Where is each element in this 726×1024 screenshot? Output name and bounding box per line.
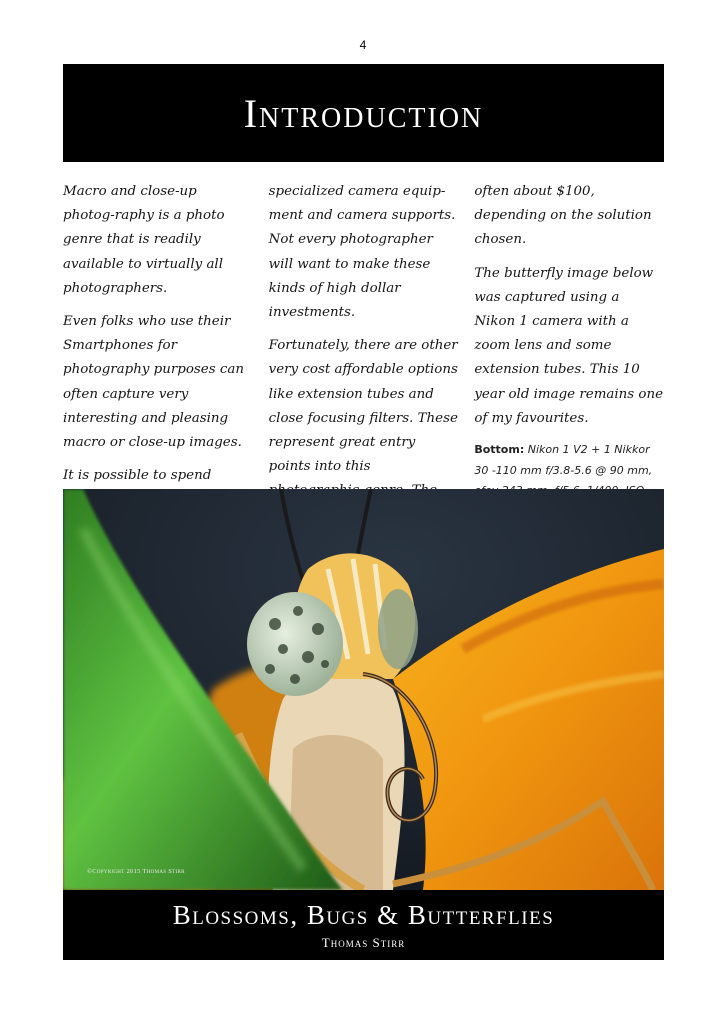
paragraph: specialized camera equip-ment and camera supports. Not every photographer will want to make these kinds of high dollar investments. [268,184,456,321]
paragraph: Fortunately, there are other very cost affordable options like extension tubes and close focusing filters. These represent great entry points into this [268,338,458,475]
paragraph: Even folks who use their Smartphones for photography purposes can often capture very interesting and pleasing macro or close-up images. [63,314,244,451]
column-2 [269,180,459,480]
paragraph: often about $100, depending on the solution chosen. [474,184,652,248]
author-name: Thomas Stirr [321,935,406,950]
page-title: Introduction [243,90,484,136]
copyright-mark: ©Copyright 2015 Thomas Stirr [87,868,185,875]
footer-banner [63,890,664,960]
paragraph: The butterfly image below was captured using a Nikon 1 camera with a zoom lens and some extension tubes. This 10 year old image remains one of my favourites. [474,265,664,426]
butterfly-illustration [63,489,664,890]
book-title: Blossoms, Bugs & Butterflies [172,900,555,930]
paragraph: It is possible to spend [63,468,212,484]
second-eye [378,589,418,669]
butterfly-photo [63,489,664,890]
column-3 [474,180,664,480]
caption-label: Bottom: [474,443,525,457]
title-banner [63,64,664,162]
paragraph: Macro and close-up photog-raphy is a photo genre that is readily available to virtually all photographers. [63,184,225,296]
page-number: 4 [359,38,367,52]
text-columns [63,180,664,484]
caption-text: Nikon 1 V2 + 1 Nikkor 30 -110 mm f/3.8-5.6 @ 90 mm, [474,443,653,477]
column-1 [63,180,253,484]
